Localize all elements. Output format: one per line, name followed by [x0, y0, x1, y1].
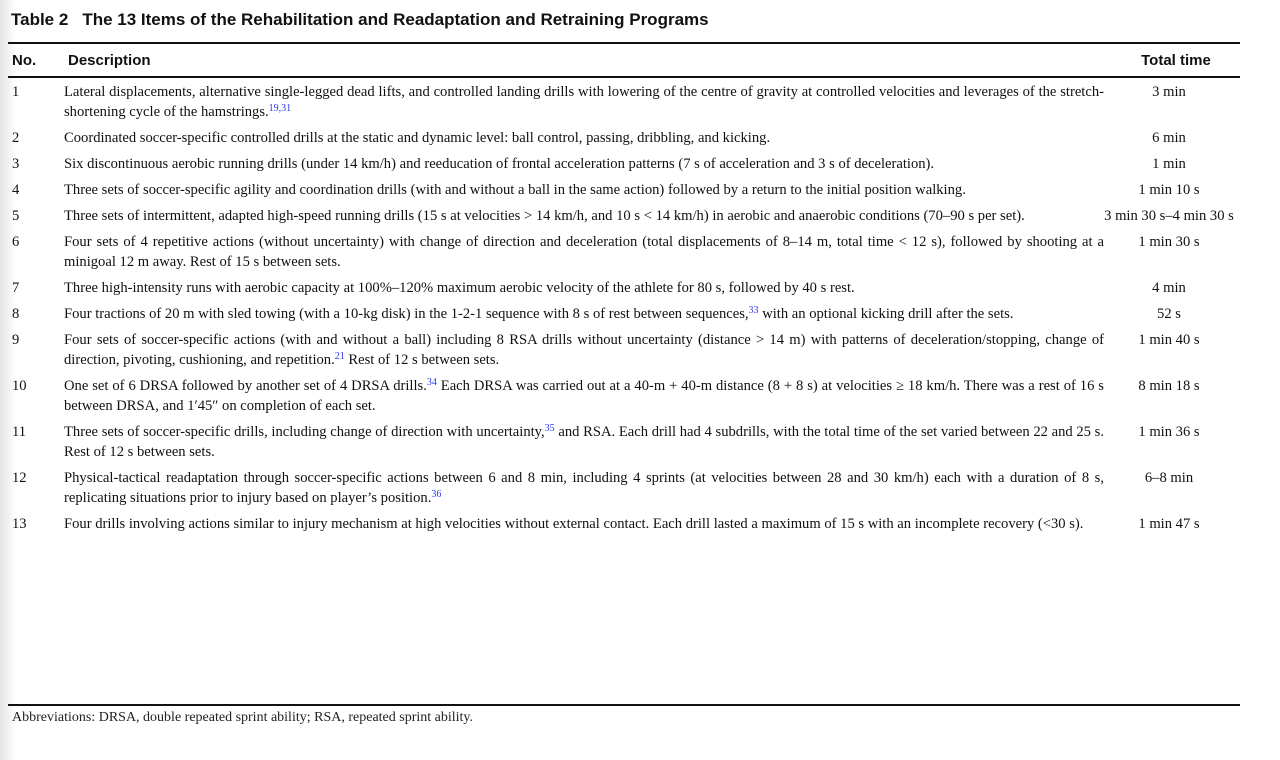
row-total-time: 6–8 min [1144, 470, 1194, 486]
row-description: Three sets of soccer-specific drills, including change of direction with uncertainty,$^{35}$ and RSA. Each drill had 4 subdrills, with the total time of the set varied between 22 and 25 s. Rest of 12 s between sets. [64, 423, 1105, 460]
row-number: 10 [12, 378, 27, 394]
row-description: Four sets of 4 repetitive actions (without uncertainty) with change of direction and deceleration (total displacements of 8–14 m, total time < 12 s), followed by shooting at a minigoal 12 m away. Rest of 15 s between sets. [64, 234, 1104, 270]
row-total-time: 1 min 10 s [1138, 182, 1200, 198]
table-row [8, 232, 1240, 272]
row-number: 11 [12, 424, 27, 440]
row-description: Three high-intensity runs with aerobic capacity at 100%–120% maximum aerobic velocity of the athlete for 80 s, followed by 40 s rest. [64, 280, 855, 296]
header-rule [8, 76, 1240, 78]
row-description: Coordinated soccer-specific controlled drills at the static and dynamic level: ball control, passing, dribbling, and kicking. [64, 130, 771, 146]
row-total-time: 3 min [1152, 84, 1186, 100]
row-number: 9 [12, 332, 20, 348]
row-total-time: 3 min 30 s–4 min 30 s [1104, 208, 1234, 224]
table-row [8, 330, 1240, 370]
row-total-time: 4 min [1152, 280, 1186, 296]
table-row [8, 514, 1240, 534]
row-number: 13 [12, 516, 27, 532]
row-description: Four sets of soccer-specific actions (with and without a ball) including 8 RSA drills without uncertainty (distance > 14 m) with patterns of deceleration/stopping, change of direction, pivoting, cushioning, and repetition.$^{21}$ Rest of 12 s between sets. [64, 332, 1104, 368]
table-row [8, 180, 1240, 200]
row-total-time: 6 min [1152, 130, 1186, 146]
table-title: The 13 Items of the Rehabilitation and Readaptation and Retraining Programs [82, 10, 709, 29]
row-total-time: 1 min 40 s [1138, 332, 1200, 348]
row-number: 2 [12, 130, 20, 146]
reference-link[interactable]: 36 [431, 489, 442, 500]
table-row [8, 468, 1240, 508]
row-number: 1 [12, 84, 20, 100]
row-description: Lateral displacements, alternative single-legged dead lifts, and controlled landing drills with lowering of the centre of gravity at controlled velocities and leverages of the stretch-shortening cycle of the hamstrings.$^{19,31}$ [64, 84, 1104, 120]
row-number: 4 [12, 182, 20, 198]
table-row [8, 304, 1240, 324]
reference-link[interactable]: 35 [544, 423, 555, 434]
table-row [8, 278, 1240, 298]
table-row [8, 376, 1240, 416]
row-total-time: 8 min 18 s [1138, 378, 1200, 394]
row-description: Three sets of soccer-specific agility and coordination drills (with and without a ball in the same action) followed by a return to the initial position walking. [64, 182, 966, 198]
row-description: Six discontinuous aerobic running drills (under 14 km/h) and reeducation of frontal acceleration patterns (7 s of acceleration and 3 s of deceleration). [64, 156, 935, 172]
column-header-description: Description [68, 52, 151, 69]
row-description: Three sets of intermittent, adapted high-speed running drills (15 s at velocities > 14 km/h, and 10 s < 14 km/h) in aerobic and anaerobic conditions (70–90 s per set). [64, 208, 1025, 224]
row-description: Physical-tactical readaptation through soccer-specific actions between 6 and 8 min, including 4 sprints (at velocities between 28 and 30 km/h) each with a duration of 8 s, replicating situations prior to injury based on player’s position.$^{36}$ [64, 470, 1104, 506]
row-number: 3 [12, 156, 20, 172]
table-row [8, 154, 1240, 174]
reference-link[interactable]: 21 [334, 351, 345, 362]
top-rule [8, 42, 1240, 44]
table-row [8, 128, 1240, 148]
row-number: 12 [12, 470, 27, 486]
row-number: 8 [12, 306, 20, 322]
row-total-time: 1 min 47 s [1138, 516, 1200, 532]
reference-link[interactable]: 33 [748, 305, 759, 316]
table-row [8, 206, 1240, 226]
column-header-total-time: Total time [1141, 52, 1211, 69]
row-total-time: 1 min [1152, 156, 1186, 172]
column-header-no: No. [12, 52, 37, 69]
table-row [8, 422, 1240, 462]
row-total-time: 1 min 30 s [1138, 234, 1200, 250]
row-number: 5 [12, 208, 20, 224]
table-row [8, 82, 1240, 122]
row-total-time: 1 min 36 s [1138, 424, 1200, 440]
bottom-rule [8, 704, 1240, 706]
table-footnote: Abbreviations: DRSA, double repeated sprint ability; RSA, repeated sprint ability. [12, 710, 474, 725]
table-label: Table 2 [11, 10, 69, 29]
reference-link[interactable]: 34 [426, 377, 437, 388]
row-description: Four drills involving actions similar to injury mechanism at high velocities without external contact. Each drill lasted a maximum of 15 s with an incomplete recovery (<30 s). [64, 516, 1084, 532]
table-body [8, 82, 1240, 540]
row-number: 7 [12, 280, 20, 296]
table-caption [11, 10, 709, 30]
reference-link[interactable]: 19,31 [268, 103, 292, 114]
row-number: 6 [12, 234, 20, 250]
row-description: Four tractions of 20 m with sled towing (with a 10-kg disk) in the 1-2-1 sequence with 8 s of rest between sequences,$^{33}$ with an optional kicking drill after the sets. [64, 305, 1014, 322]
row-total-time: 52 s [1157, 306, 1181, 322]
row-description: One set of 6 DRSA followed by another set of 4 DRSA drills.$^{34}$ Each DRSA was carried out at a 40-m + 40-m distance (8 + 8 s) at velocities ≥ 18 km/h. There was a rest of 16 s between DRSA, and 1′45″ on completion of each set. [64, 377, 1104, 414]
